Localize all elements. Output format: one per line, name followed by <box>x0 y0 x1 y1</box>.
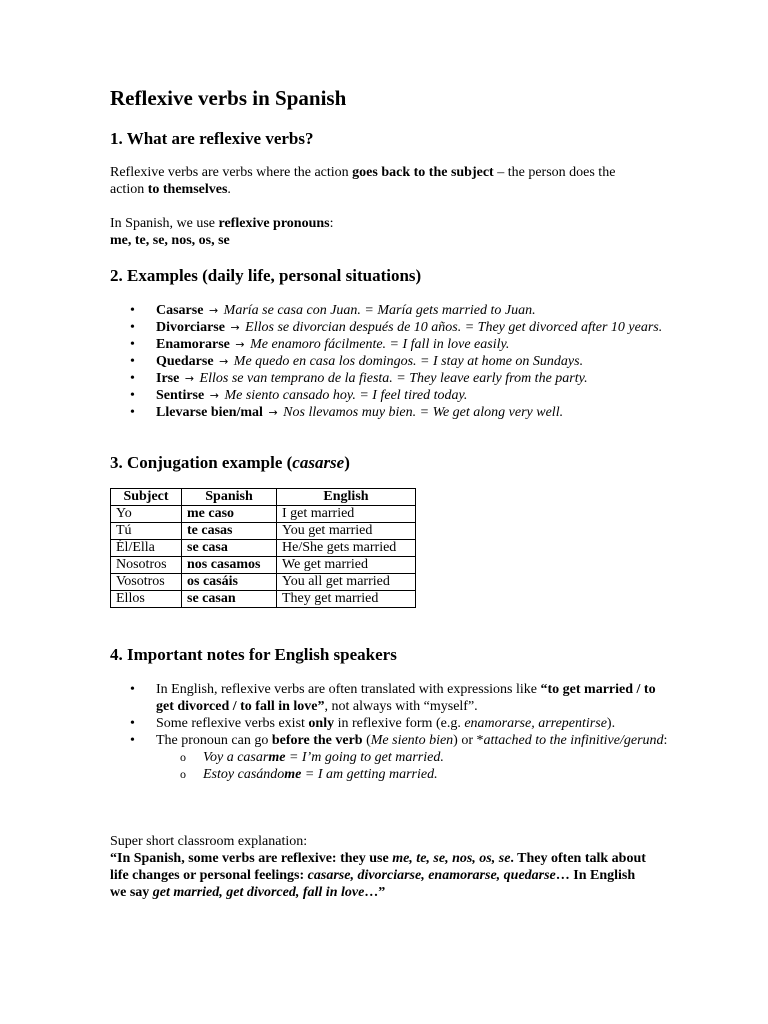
column-header-spanish: Spanish <box>182 489 277 506</box>
list-item: • Divorciarse → Ellos se divorcian después de 10 años. = They get divorced after 10 years. <box>110 319 670 336</box>
subject-cell: Vosotros <box>111 574 182 591</box>
table-header-row <box>111 489 416 506</box>
english-cell: They get married <box>277 591 416 608</box>
section-3-heading: 3. Conjugation example (casarse) <box>110 453 350 472</box>
subject-cell: Yo <box>111 506 182 523</box>
section-2-heading: 2. Examples (daily life, personal situations) <box>110 266 422 285</box>
sub-list <box>156 749 670 783</box>
arrow-right-icon: → <box>268 406 278 419</box>
subject-cell: Él/Ella <box>111 540 182 557</box>
arrow-right-icon: → <box>209 389 219 402</box>
page-title: Reflexive verbs in Spanish <box>110 86 347 110</box>
arrow-right-icon: → <box>230 321 240 334</box>
spanish-cell: se casan <box>182 591 277 608</box>
arrow-right-icon: → <box>219 355 229 368</box>
spanish-cell: se casa <box>182 540 277 557</box>
notes-list <box>110 681 670 783</box>
english-cell: We get married <box>277 557 416 574</box>
spanish-cell: me caso <box>182 506 277 523</box>
list-item: • Enamorarse → Me enamoro fácilmente. = I fall in love easily. <box>110 336 670 353</box>
list-item: • In English, reflexive verbs are often translated with expressions like “to get married / to get divorced / to fall in love”, not always with “myself”. <box>110 681 670 715</box>
table-row <box>111 591 416 608</box>
explanation-intro: Super short classroom explanation: <box>110 834 308 849</box>
arrow-right-icon: → <box>184 372 195 385</box>
arrow-right-icon: → <box>235 338 245 351</box>
classroom-explanation <box>110 833 650 901</box>
arrow-right-icon: → <box>208 304 219 317</box>
spanish-cell: os casáis <box>182 574 277 591</box>
sub-list-item: o Estoy casándome = I am getting married. <box>156 766 670 783</box>
subject-cell: Nosotros <box>111 557 182 574</box>
list-item: • The pronoun can go before the verb (Me siento bien) or *attached to the infinitive/gerund: o Voy a casarme = I’m going to get married. o Estoy casándome = I am getting married. <box>110 732 670 783</box>
list-item: • Casarse → María se casa con Juan. = María gets married to Juan. <box>110 302 670 319</box>
spanish-cell: nos casamos <box>182 557 277 574</box>
table-row <box>111 523 416 540</box>
table-row <box>111 540 416 557</box>
list-item: • Some reflexive verbs exist only in reflexive form (e.g. enamorarse, arrepentirse). <box>110 715 670 732</box>
english-cell: I get married <box>277 506 416 523</box>
english-cell: You all get married <box>277 574 416 591</box>
list-item: • Quedarse → Me quedo en casa los domingos. = I stay at home on Sundays. <box>110 353 670 370</box>
sub-list-item: o Voy a casarme = I’m going to get married. <box>156 749 670 766</box>
section-4-heading: 4. Important notes for English speakers <box>110 645 397 664</box>
list-item: • Sentirse → Me siento cansado hoy. = I feel tired today. <box>110 387 670 404</box>
section-1-heading: 1. What are reflexive verbs? <box>110 129 314 148</box>
english-cell: He/She gets married <box>277 540 416 557</box>
pronoun-list: me, te, se, nos, os, se <box>110 233 230 248</box>
explanation-quote: “In Spanish, some verbs are reflexive: they use me, te, se, nos, os, se. They often talk about life changes or personal feelings: casarse, divorciarse, enamorarse, quedarse… In English we say get married, get divorced, fall in love…” <box>110 851 646 900</box>
spanish-cell: te casas <box>182 523 277 540</box>
english-cell: You get married <box>277 523 416 540</box>
list-item: • Irse → Ellos se van temprano de la fiesta. = They leave early from the party. <box>110 370 670 387</box>
column-header-english: English <box>277 489 416 506</box>
column-header-subject: Subject <box>111 489 182 506</box>
subject-cell: Tú <box>111 523 182 540</box>
table-row <box>111 574 416 591</box>
subject-cell: Ellos <box>111 591 182 608</box>
list-item: • Llevarse bien/mal → Nos llevamos muy bien. = We get along very well. <box>110 404 670 421</box>
conjugation-table <box>110 488 416 608</box>
examples-list <box>110 302 670 421</box>
table-row <box>111 506 416 523</box>
table-row <box>111 557 416 574</box>
pronouns-paragraph: In Spanish, we use reflexive pronouns: me, te, se, nos, os, se <box>110 216 334 248</box>
definition-paragraph: Reflexive verbs are verbs where the action goes back to the subject – the person does the action to themselves. <box>110 165 616 197</box>
